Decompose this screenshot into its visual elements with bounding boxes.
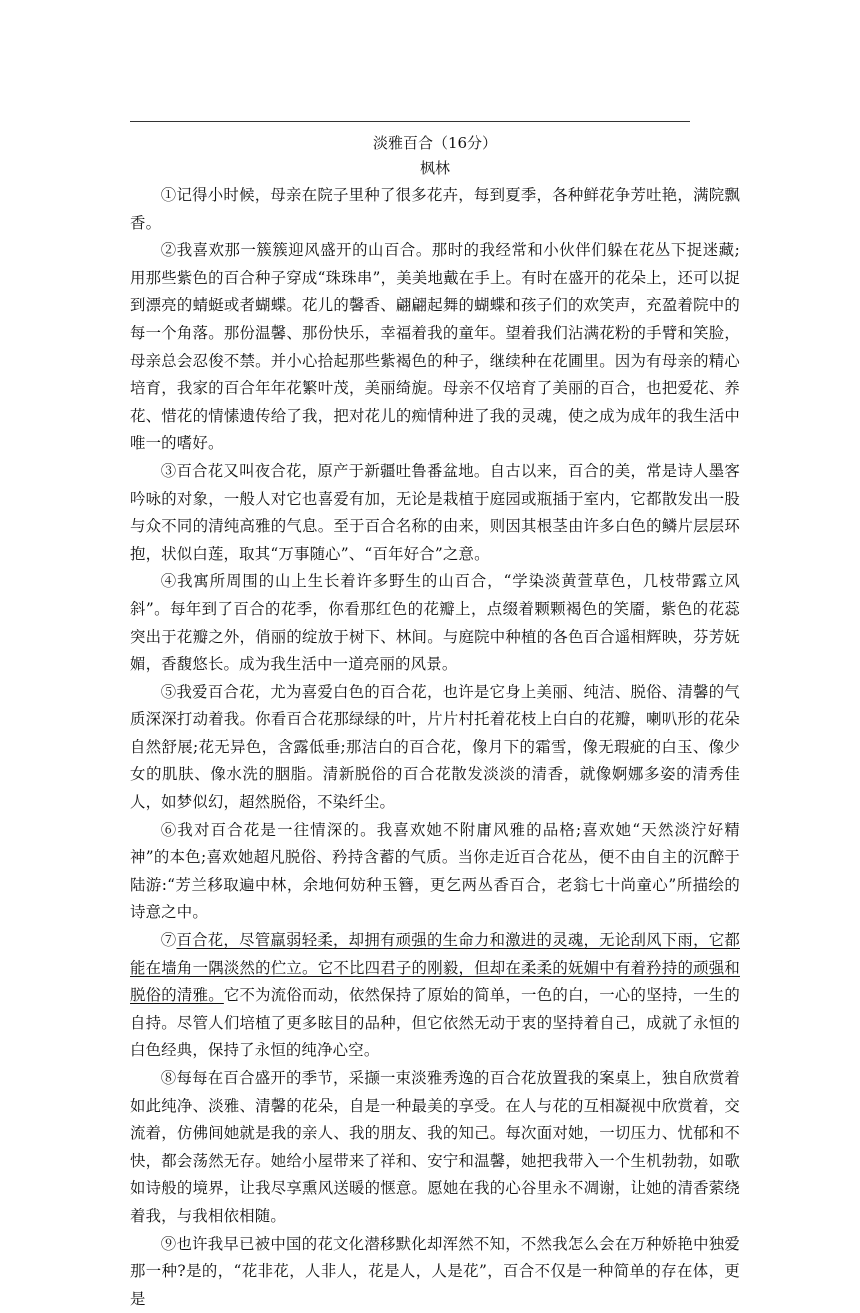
paragraph-6: ⑥我对百合花是一往情深的。我喜欢她不附庸风雅的品格;喜欢她“天然淡泞好精神”的本色;喜欢她超凡脱俗、矜持含蓄的气质。当你走近百合花丛，便不由自主的沉醉于陆游:“芳兰移取遍中林，余地何妨种玉簪，更乞两丛香百合，老翁七十尚童心”所描绘的诗意之中。 bbox=[130, 820, 740, 922]
underlined-sentence: 百合花，尽管羸弱轻柔，却拥有顽强的生命力和激进的灵魂，无论刮风下雨，它都能在墙角一隅淡然的伫立。它不比四君子的刚毅，但却在柔柔的妩媚中有着矜持的顽强和脱俗的清雅。 bbox=[130, 931, 740, 1005]
paragraph-3: ③百合花又叫夜合花，原产于新疆吐鲁番盆地。自古以来，百合的美，常是诗人墨客吟咏的对象，一般人对它也喜爱有加，无论是栽植于庭园或瓶插于室内，它都散发出一股与众不同的清纯高雅的气息。至于百合名称的由来，则因其根茎由许多白色的鳞片层层环抱，状似白莲，取其“万事随心”、“百年好合”之意。 bbox=[130, 461, 740, 563]
paragraph-7-rest: 它不为流俗而动，依然保持了原始的简单，一色的白，一心的坚持，一生的自持。尽管人们培植了更多眩目的品种，但它依然无动于衷的坚持着自己，成就了永恒的白色经典，保持了永恒的纯净心空。 bbox=[130, 986, 740, 1060]
paragraph-7-number: ⑦ bbox=[160, 931, 177, 950]
paragraph-1: ①记得小时候，母亲在院子里种了很多花卉，每到夏季，各种鲜花争芳吐艳，满院飘香。 bbox=[130, 186, 740, 232]
paragraph-5: ⑤我爱百合花，尤为喜爱白色的百合花，也许是它身上美丽、纯洁、脱俗、清馨的气质深深打动着我。你看百合花那绿绿的叶，片片村托着花枝上白白的花瓣，喇叭形的花朵自然舒展;花无异色，含露低垂;那洁白的百合花，像月下的霜雪，像无瑕疵的白玉、像少女的肌肤、像水洗的胭脂。清新脱俗的百合花散发淡淡的清香，就像婀娜多姿的清秀佳人，如梦似幻，超然脱俗，不染纤尘。 bbox=[130, 682, 740, 812]
paragraph-9: ⑨也许我早已被中国的花文化潜移默化却浑然不知，不然我怎么会在万种娇艳中独爱那一种?是的，“花非花，人非人，花是人，人是花”，百合不仅是一种简单的存在体，更是 bbox=[130, 1234, 740, 1308]
article-author: 枫林 bbox=[419, 159, 450, 177]
paragraph-2: ②我喜欢那一簇簇迎风盛开的山百合。那时的我经常和小伙伴们躲在花丛下捉迷藏;用那些紫色的百合种子穿成“珠珠串”，美美地戴在手上。有时在盛开的花朵上，还可以捉到漂亮的蜻蜓或者蝴蝶。花儿的馨香、翩翩起舞的蝴蝶和孩子们的欢笑声，充盈着院中的每一个角落。那份温馨、那份快乐，幸福着我的童年。望着我们沾满花粉的手臂和笑脸，母亲总会忍俊不禁。并小心拾起那些紫褐色的种子，继续种在花圃里。因为有母亲的精心培育，我家的百合年年花繁叶茂，美丽绮旎。母亲不仅培育了美丽的百合，也把爱花、养花、惜花的情愫遗传给了我，把对花儿的痴情种进了我的灵魂，使之成为成年的我生活中唯一的嗜好。 bbox=[130, 241, 740, 453]
article-title: 淡雅百合（16分） bbox=[372, 134, 498, 152]
header-rule bbox=[130, 121, 690, 122]
article bbox=[130, 131, 740, 1313]
paragraph-4: ④我寓所周围的山上生长着许多野生的山百合，“学染淡黄萱草色，几枝带露立风斜”。每年到了百合的花季，你看那红色的花瓣上，点缀着颗颗褐色的笑靥，紫色的花蕊突出于花瓣之外，俏丽的绽放于树下、林间。与庭院中种植的各色百合遥相辉映，芬芳妩媚，香馥悠长。成为我生活中一道亮丽的风景。 bbox=[130, 572, 740, 674]
paragraph-7 bbox=[130, 927, 740, 1065]
paragraph-8: ⑧每每在百合盛开的季节，采撷一束淡雅秀逸的百合花放置我的案桌上，独自欣赏着如此纯净、淡雅、清馨的花朵，自是一种最美的享受。在人与花的互相凝视中欣赏着，交流着，仿佛间她就是我的亲人、我的朋友、我的知己。每次面对她，一切压力、忧郁和不快，都会荡然无存。她给小屋带来了祥和、安宁和温馨，她把我带入一个生机勃勃，如歌如诗般的境界，让我尽享熏风送暖的惬意。愿她在我的心谷里永不凋谢，让她的清香萦绕着我，与我相依相随。 bbox=[130, 1069, 740, 1225]
